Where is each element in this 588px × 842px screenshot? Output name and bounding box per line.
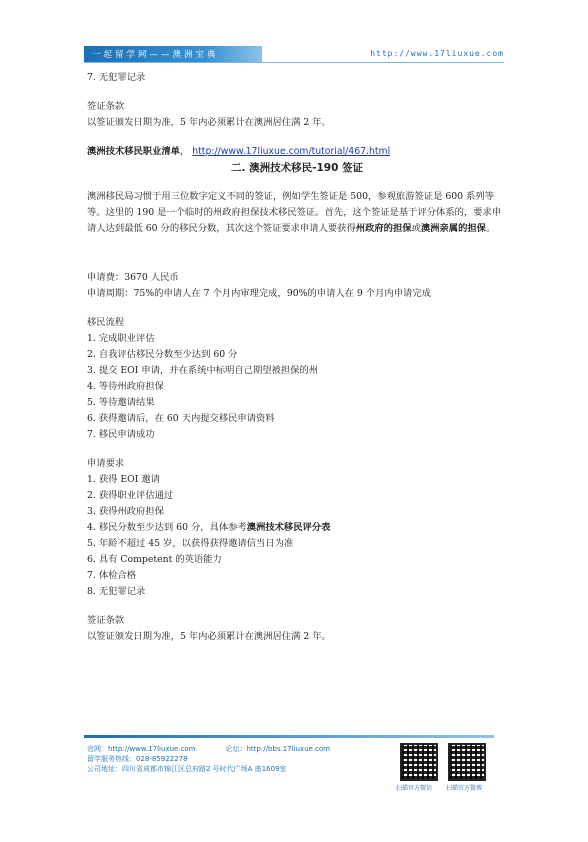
weibo-qr-caption: 扫描官方微博 — [446, 785, 483, 792]
footer-website[interactable]: 官网：http://www.17liuxue.com — [87, 745, 196, 753]
list-item: 7. 体检合格 — [87, 570, 137, 581]
list-item: 3. 提交 EOI 申请，并在系统中标明自己期望被担保的州 — [87, 365, 319, 376]
wechat-qr-code — [400, 743, 438, 781]
intro-bold-state-sponsor: 州政府的担保 — [355, 223, 412, 234]
visa-terms-text: 以签证颁发日期为准，5 年内必须累计在澳洲居住满 2 年。 — [87, 117, 331, 128]
application-fee: 申请费：3670 人民币 — [87, 272, 179, 283]
list-item: 5. 年龄不超过 45 岁，以获得获得邀请信当日为准 — [87, 538, 294, 549]
list-item: 4. 移民分数至少达到 60 分，具体参考澳洲技术移民评分表 — [87, 522, 331, 533]
header-banner-text: 一起留学网——澳洲宝典 — [92, 50, 219, 60]
footer-forum[interactable]: 论坛：http://bbs.17liuxue.com — [225, 745, 330, 753]
bottom-visa-terms-title: 签证条款 — [87, 615, 125, 626]
list-item: 6. 获得邀请后，在 60 天内提交移民申请资料 — [87, 413, 275, 424]
visa-terms-title: 签证条款 — [87, 101, 125, 112]
intro-bold-relative-sponsor: 澳洲亲属的担保 — [420, 223, 486, 234]
document-body — [87, 70, 507, 645]
header-url[interactable]: http://www.17liuxue.com — [370, 49, 504, 58]
process-list — [87, 331, 507, 443]
requirements-title: 申请要求 — [87, 458, 125, 469]
section-title: 二. 澳洲技术移民-190 签证 — [230, 162, 364, 174]
bottom-visa-terms-text: 以签证颁发日期为准，5 年内必须累计在澳洲居住满 2 年。 — [87, 631, 331, 642]
weibo-qr-code — [448, 743, 486, 781]
list-item: 1. 获得 EOI 邀请 — [87, 474, 161, 485]
occupation-sep: ， — [179, 146, 190, 157]
occupation-list-label: 澳洲技术移民职业清单 — [87, 146, 180, 157]
header-rule — [84, 62, 504, 63]
occupation-list-line — [87, 144, 507, 160]
list-item: 2. 获得职业评估通过 — [87, 490, 174, 501]
occupation-list-link[interactable]: http://www.17liuxue.com/tutorial/467.html — [192, 146, 391, 157]
list-item: 8. 无犯罪记录 — [87, 586, 146, 597]
list-item: 6. 具有 Competent 的英语能力 — [87, 554, 222, 565]
page-header — [84, 46, 504, 62]
wechat-qr-caption: 扫描官方微信 — [396, 785, 433, 792]
list-item: 3. 获得州政府担保 — [87, 506, 164, 517]
footer-hotline: 留学服务热线：028-85922278 — [87, 755, 188, 763]
footer-bar — [84, 735, 494, 738]
list-item: 4. 等待州政府担保 — [87, 381, 164, 392]
list-item: 5. 等待邀请结果 — [87, 397, 155, 408]
section-intro: 澳洲移民局习惯于用三位数字定义不同的签证，例如学生签证是 500，参观旅游签证是 600 系列等等。这里的 190 是一个临时的州政府担保技术移民签证。首先，这个签证是基于评分体系的，要求申请人达到最低 60 分的移民分数，其次这个签证要求申请人要获得州政府的担保或澳洲亲属的担保。 — [87, 191, 502, 234]
application-period: 申请周期：75%的申请人在 7 个月内审理完成，90%的申请人在 9 个月内申请完成 — [87, 288, 431, 299]
page-footer — [84, 735, 504, 795]
footer-info — [87, 744, 360, 774]
requirements-list — [87, 472, 507, 600]
list-item: 1. 完成职业评估 — [87, 333, 155, 344]
list-item: 2. 自我评估移民分数至少达到 60 分 — [87, 349, 238, 360]
top-requirement-item: 7. 无犯罪记录 — [87, 72, 146, 83]
process-title: 移民流程 — [87, 317, 125, 328]
points-table-reference: 澳洲技术移民评分表 — [246, 522, 331, 533]
list-item: 7. 移民申请成功 — [87, 429, 155, 440]
footer-address: 公司地址：四川省成都市锦江区总府路2 号时代广场A 座1609室 — [87, 765, 287, 773]
header-banner — [84, 46, 262, 62]
